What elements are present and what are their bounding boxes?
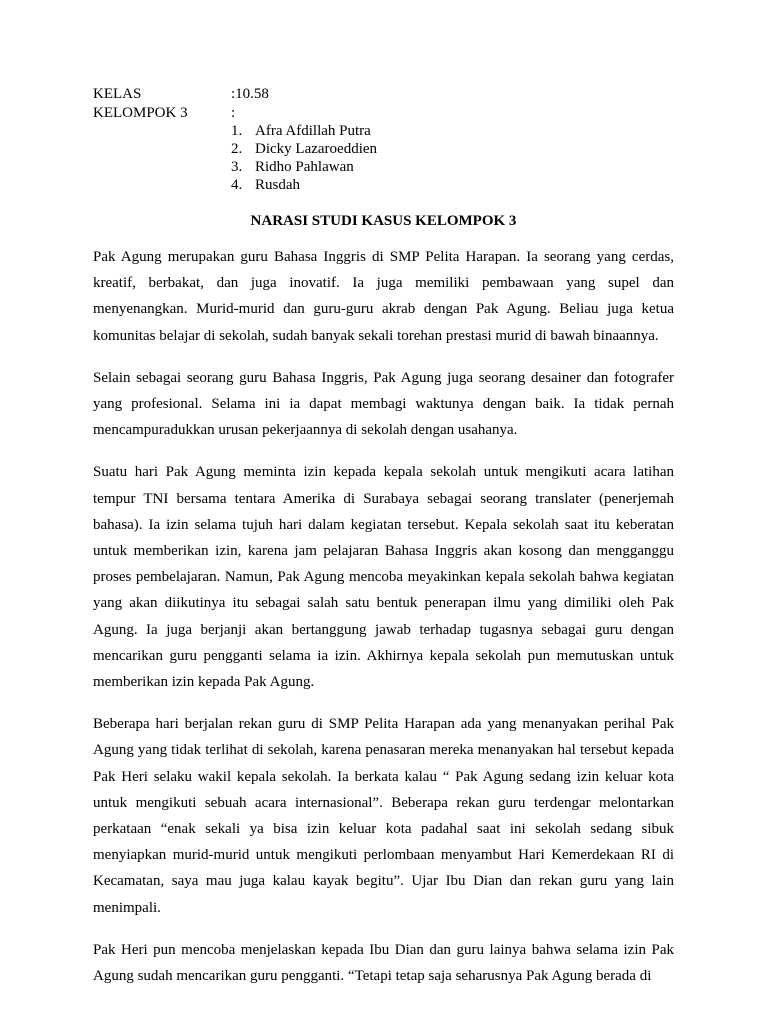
- member-number: 1.: [231, 123, 243, 139]
- kelompok-label: KELOMPOK 3: [93, 104, 188, 121]
- member-number: 3.: [231, 159, 243, 175]
- kelas-row: [93, 85, 674, 104]
- list-item: [231, 122, 674, 140]
- kelas-label: KELAS: [93, 86, 142, 102]
- kelas-value: :10.58: [231, 86, 269, 102]
- kelompok-value: :: [231, 104, 236, 121]
- paragraph: Pak Heri pun mencoba menjelaskan kepada Ibu Dian dan guru lainya bahwa selama izin Pak Agung sudah mencarikan guru pengganti. “Tetapi tetap saja seharusnya Pak Agung berada di: [93, 941, 674, 985]
- member-number: 2.: [231, 141, 243, 157]
- member-name: Afra Afdillah Putra: [255, 123, 371, 139]
- member-name: Ridho Pahlawan: [255, 159, 354, 175]
- paragraph: Suatu hari Pak Agung meminta izin kepada kepala sekolah untuk mengikuti acara latihan tempur TNI bersama tentara Amerika di Surabaya sebagai seorang translater (penerjemah bahasa). Ia izin selama tujuh hari dalam kegiatan tersebut. Kepala sekolah saat itu keberatan untuk memberikan izin, karena jam pelajaran Bahasa Inggris akan kosong dan mengganggu proses pembelajaran. Namun, Pak Agung mencoba meyakinkan kepala sekolah bahwa kegiatan yang akan diikutinya itu sebagai salah satu bentuk penerapan ilmu yang dimiliki oleh Pak Agung. Ia juga berjanji akan bertanggung jawab terhadap tugasnya sebagai guru dengan mencarikan guru pengganti selama ia izin. Akhirnya kepala sekolah pun memutuskan untuk memberikan izin kepada Pak Agung.: [93, 464, 674, 691]
- paragraph: Selain sebagai seorang guru Bahasa Inggris, Pak Agung juga seorang desainer dan fotografer yang profesional. Selama ini ia dapat membagi waktunya dengan baik. Ia tidak pernah mencampuradukkan urusan pekerjaannya di sekolah dengan usahanya.: [93, 369, 674, 439]
- document-header: [93, 85, 674, 194]
- member-name: Rusdah: [255, 177, 300, 193]
- document-title: NARASI STUDI KASUS KELOMPOK 3: [250, 213, 517, 229]
- member-number: 4.: [231, 177, 243, 193]
- list-item: [231, 176, 674, 194]
- paragraph: Pak Agung merupakan guru Bahasa Inggris di SMP Pelita Harapan. Ia seorang yang cerdas, kreatif, berbakat, dan juga inovatif. Ia juga memiliki pembawaan yang supel dan menyenangkan. Murid-murid dan guru-guru akrab dengan Pak Agung. Beliau juga ketua komunitas belajar di sekolah, sudah banyak sekali torehan prestasi murid di bawah binaannya.: [93, 249, 674, 344]
- member-name: Dicky Lazaroeddien: [255, 141, 378, 157]
- member-list: [93, 122, 674, 194]
- list-item: [231, 158, 674, 176]
- kelompok-row: [93, 104, 674, 123]
- paragraph: Beberapa hari berjalan rekan guru di SMP Pelita Harapan ada yang menanyakan perihal Pak Agung yang tidak terlihat di sekolah, karena penasaran mereka menanyakan hal tersebut kepada Pak Heri selaku wakil kepala sekolah. Ia berkata kalau “ Pak Agung sedang izin keluar kota untuk mengikuti sebuah acara internasional”. Beberapa rekan guru terdengar melontarkan perkataan “enak sekali ya bisa izin keluar kota padahal saat ini sekolah sedang sibuk menyiapkan murid-murid untuk mengikuti perlombaan menyambut Hari Kemerdekaan RI di Kecamatan, saya mau juga kalau kayak begitu”. Ujar Ibu Dian dan rekan guru yang lain menimpali.: [93, 716, 674, 916]
- list-item: [231, 140, 674, 158]
